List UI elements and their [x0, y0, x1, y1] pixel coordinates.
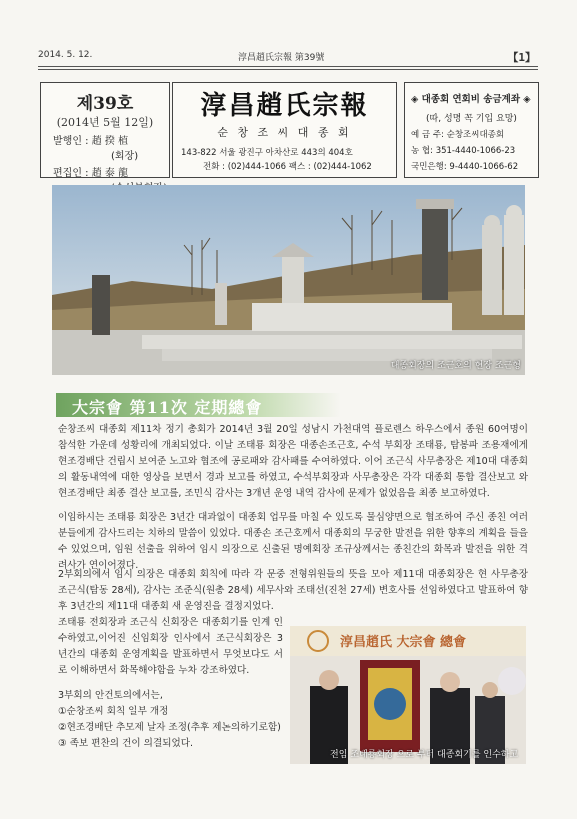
- donation-note: (따, 성명 꼭 기입 요망): [426, 114, 517, 124]
- masthead-logo: 淳昌趙氏宗報: [200, 91, 369, 121]
- donation-title: ◈ 대종회 연회비 송금계좌 ◈: [411, 94, 531, 105]
- agenda-intro: 3부회의 안건토의에서는,: [58, 690, 163, 701]
- issue-number: 제39호: [76, 94, 134, 114]
- header-rule-2: [38, 69, 538, 70]
- memorial-photo: [52, 185, 525, 375]
- masthead-phone: 전화 : (02)444-1066 팩스 : (02)444-1062: [203, 162, 372, 172]
- issue-date-label: (2014년 5월 12일): [56, 116, 154, 129]
- issue-info-box: [40, 82, 170, 178]
- donation-bank-2: 국민은행: 9-4440-1066-62: [411, 162, 519, 172]
- ceremony-photo-caption: 전임 조태룡회장 으로 부터 대종회기를 인수하고: [330, 750, 519, 760]
- ceremony-scene: [290, 626, 526, 764]
- masthead-name: 순 창 조 씨 대 종 회: [217, 126, 352, 139]
- article-paragraph: 순창조씨 대종회 제11차 정기 총회가 2014년 3월 20일 성남시 가천대역 플로렌스 하우스에서 종원 60여명이 참석한 가운데 성황리에 개최되었다. 이날 조태룡 회장은 대종손조근호, 수석 부회장 조태룡, 탐봉파 조용재에게 현조경배단 건립시 보여준 노고와 협조에 공로패와 감사패를 수여하였다. 이어 조근식 사무총장은 제10대 대종회의 활동내역에 대한 영상을 보면서 경과 보고를 하였고, 수석부회장과 사무총장은 각각 대종회 통합 결산보고 와 현조경배단 최종 결산 보고를, 조민식 감사는 3개년 운영 내역 감사에 문제가 없었음을 최종 보고하였다.: [58, 424, 528, 499]
- agenda-list: [58, 688, 281, 752]
- donation-holder: 예 금 주: 순창조씨대종회: [411, 130, 505, 140]
- publisher: 발행인 : 趙 揆 植: [53, 136, 129, 147]
- memorial-photo-caption: 대종회장의 조근호의 현장 조근형: [390, 361, 521, 371]
- memorial-scene: [52, 185, 525, 375]
- agenda-item: ③ 족보 편찬의 건이 의결되었다.: [58, 738, 194, 749]
- issue-date: 2014. 5. 12.: [38, 50, 93, 60]
- masthead-address: 143-822 서울 광진구 아차산로 443의 404호: [181, 148, 353, 158]
- agenda-item: ②현조경배단 추모제 날자 조정(추후 제논의하기로함): [58, 722, 281, 733]
- header-rule: [38, 66, 538, 67]
- agenda-item: ①순창조씨 회칙 일부 개정: [58, 706, 169, 717]
- page-number: 【1】: [507, 51, 536, 64]
- ceremony-photo: [290, 626, 526, 764]
- masthead: [172, 82, 397, 178]
- article-paragraph: 이임하시는 조태룡 회장은 3년간 대과없이 대종회 업무를 마칠 수 있도록 물심양면으로 협조하여 주신 종친 여러분들에게 감사드리는 치하의 말씀이 있었다. 대종손 조근호께서 대종회의 무궁한 발전을 위한 향후의 계획을 들을 수 있었으며, 임원 선출을 위하여 임시 의장으로 신출된 명예회장 조규상께서는 종친간의 화목과 발전을 위한 격려사가 연이어졌다.: [58, 512, 528, 571]
- publisher-role: (회장): [111, 151, 139, 162]
- headline-banner: [56, 393, 341, 417]
- donation-bank-1: 농 협: 351-4440-1066-23: [411, 146, 516, 156]
- paper-name: 淳昌趙氏宗報 第39號: [238, 53, 325, 63]
- headline-text: 大宗會 第11次 定期總會: [72, 398, 263, 417]
- donation-box: [404, 82, 539, 178]
- editor: 편집인 : 趙 泰 龍: [53, 168, 129, 179]
- banner-text: 淳昌趙氏 大宗會 總會: [340, 635, 467, 650]
- article-paragraph: 조태룡 전회장과 조근식 신회장은 대종회기를 인계 인수하였고,이어진 신임회장 인사에서 조근식회장은 3년간의 대종회 운영계획을 발표하면서 무엇보다도 서로 이해하면서 화목해야함을 누차 강조하였다.: [58, 617, 283, 676]
- article-paragraph: 2부회의에서 임시 의장은 대종회 회칙에 따라 각 문중 전형위원들의 뜻을 모아 제11대 대종회장은 현 사무총장 조근식(탐동 28세), 감사는 조준식(원총 28세) 세무사와 조태선(진천 27세) 변호사를 선임하였다고 발표하여 향 후 3년간의 제11대 대종회 새 운영진을 결정지었다.: [58, 569, 528, 612]
